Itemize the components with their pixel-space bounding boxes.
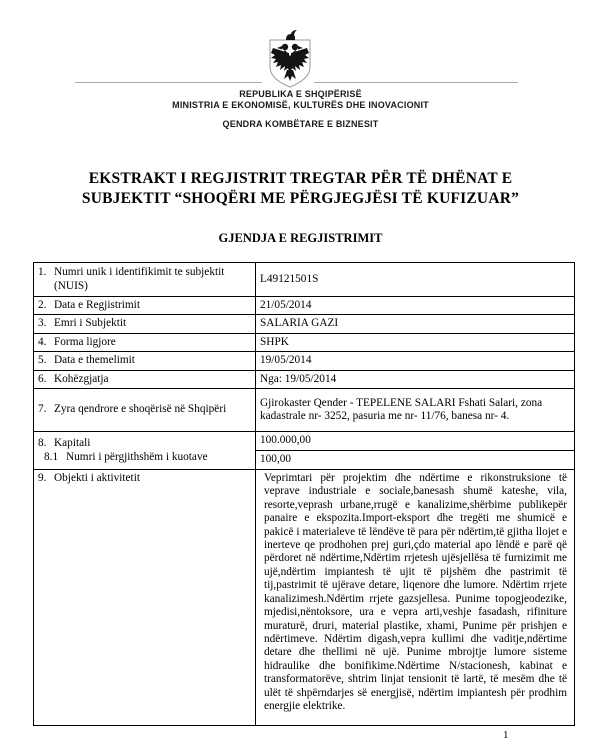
table-row-activity [34,470,575,726]
row-label [34,263,256,297]
page-number: 1 [503,729,509,741]
header-ministry: MINISTRIA E EKONOMISË, KULTURËS DHE INOVACIONIT [172,100,429,110]
row-label-text: Emri i Subjektit [54,317,127,330]
registry-table [33,262,575,726]
row-label-text: Kohëzgjatja [54,372,109,385]
row-label [34,297,256,315]
row-number: 8. [38,436,47,449]
header-agency: QENDRA KOMBËTARE E BIZNESIT [222,119,379,129]
row-number: 9. [38,472,47,485]
row-number: 5. [38,354,47,367]
row-value: SALARIA GAZI [256,315,575,333]
table-row-registration-date [34,297,575,315]
row-sub-number: 8.1 [44,451,59,464]
row-label-text: Data e themelimit [54,354,135,367]
row-number: 4. [38,335,47,348]
row-sub-label-text: Numri i përgjithshëm i kuotave [66,451,208,464]
table-row-capital [34,432,575,451]
table-row-duration [34,370,575,388]
table-row-nuis [34,263,575,297]
albania-emblem-icon [267,29,313,91]
row-value: L49121501S [256,263,575,297]
row-value: Gjirokaster Qender - TEPELENE SALARI Fshati Salari, zona kadastrale nr- 3252, pasuria me nr- 11/76, banesa nr- 4. [256,389,575,432]
row-label [34,370,256,388]
row-number: 6. [38,372,47,385]
row-label [34,432,256,470]
row-label [34,315,256,333]
header-country: REPUBLIKA E SHQIPËRISË [239,89,362,99]
table-row-subject-name [34,315,575,333]
row-number: 3. [38,317,47,330]
document-subtitle: GJENDJA E REGJISTRIMIT [218,231,383,245]
row-label-text: Forma ligjore [54,335,116,348]
row-sub-value: 100,00 [256,451,575,470]
row-label-text: Numri unik i identifikimit te subjektit (NUIS) [54,266,225,292]
row-label [34,389,256,432]
row-number: 7. [38,403,47,416]
row-value: 21/05/2014 [256,297,575,315]
row-label [34,352,256,370]
table-row-head-office [34,389,575,432]
row-value: 100.000,00 [256,432,575,451]
row-value: Veprimtari për projektim dhe ndërtime e rikonstruksione të veprave industriale e sociale,banesash shumë kateshe, vila, resorte,veprash urbane,rrugë e kanalizime,shërbime publikepër panaire e ekspozita.Import-eksport dhe tregëti me shumicë e pakicë i materialeve të lëndëve të para për ndërtim,të gjitha llojet e inerteve qe prodhohen prej guri,çdo material apo lëndë e parë që përdoret në ndërtime,Ndërtim rrjetesh ujësjellësa të furnizimit me ujë,ndërtim impiantesh të ujit të pijshëm dhe pastrimit të tij,pastrimit të ujërave detare, liqenore dhe lumore. Ndërtim rrjete kanalizimesh.Ndërtim rrjete gazsjellesa. Punime topogjeodezike, mjedisi,nëntoksore, ura e vepra arti,veshje fasadash, rifiniture muraturë, druri, material plastike, xhami, Punime për prishjen e ndërtimeve. Ndërtim digash,vepra kullimi dhe vaditje,ndërtime detare dhe thellimi në ujë. Punime mbrojtje lumore sisteme hidraulike dhe bonifikime.Ndërtime N/stacionesh, kabinat e transformatorëve, shtrim linjat tensionit të lartë, të mesëm dhe të ulët të shpërndarjes së energjisë, ndërtim impiantesh për prodhim energjie elektrike. [256,470,575,726]
header-rule-right [314,82,518,83]
row-number: 1. [38,266,47,279]
row-value: SHPK [256,333,575,351]
document-title: EKSTRAKT I REGJISTRIT TREGTAR PËR TË DHËNAT E SUBJEKTIT “SHOQËRI ME PËRGJEGJËSI TË KUFIZUAR” [81,170,520,207]
table-row-founding-date [34,352,575,370]
row-value: Nga: 19/05/2014 [256,370,575,388]
row-label [34,333,256,351]
row-label-text: Zyra qendrore e shoqërisë në Shqipëri [54,403,227,416]
row-label-text: Objekti i aktivitetit [54,472,140,485]
row-label [34,470,256,726]
row-value: 19/05/2014 [256,352,575,370]
table-row-legal-form [34,333,575,351]
row-label-text: Kapitali [54,436,91,449]
header-rule-left [75,82,262,83]
row-label-text: Data e Regjistrimit [54,299,140,311]
row-number: 2. [38,299,47,311]
